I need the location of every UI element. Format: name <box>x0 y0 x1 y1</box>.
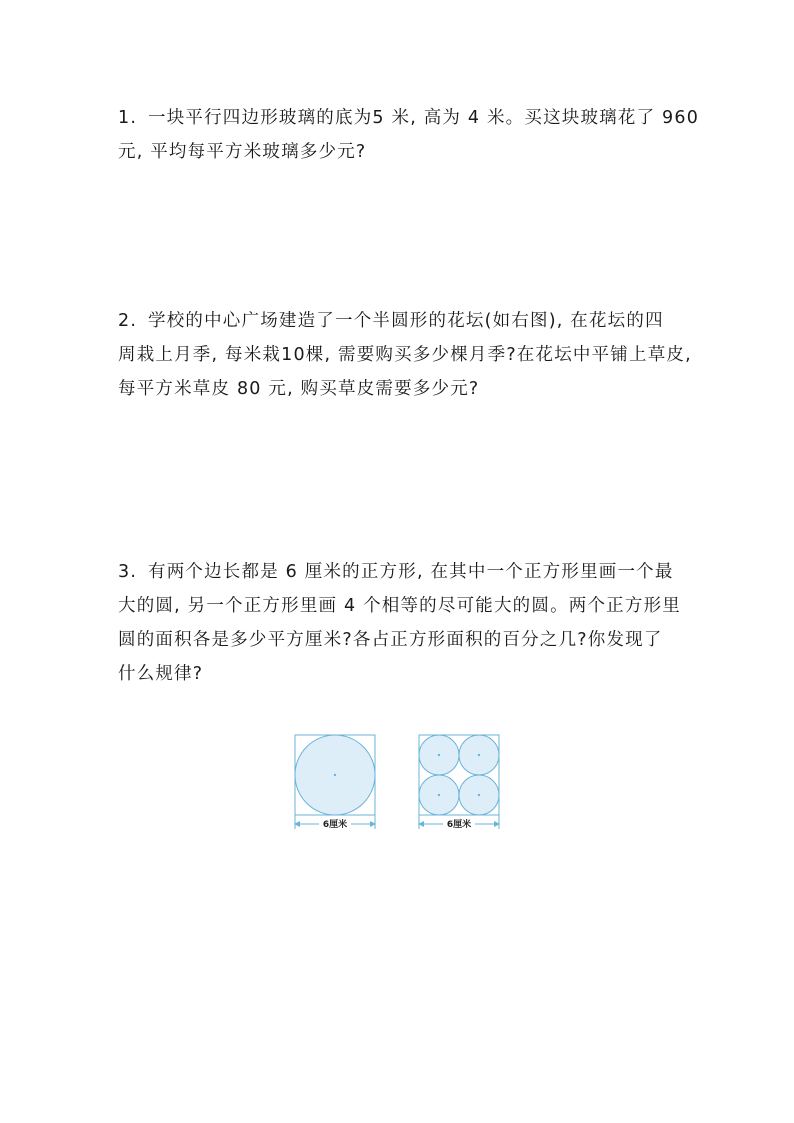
problem-1-number: 1. <box>118 108 138 128</box>
big-circle-center <box>334 774 336 776</box>
problem-3-line-3: 圆的面积各是多少平方厘米?各占正方形面积的百分之几?你发现了 <box>118 630 663 650</box>
square-four-circles <box>419 735 499 830</box>
squares-circles-figure <box>293 733 503 833</box>
problem-2-line-2: 周栽上月季, 每米栽10棵, 需要购买多少棵月季?在花坛中平铺上草皮, <box>118 345 692 365</box>
problem-3 <box>118 555 688 691</box>
problem-1 <box>118 101 700 169</box>
small-circle-3-center <box>438 794 440 796</box>
problem-2 <box>118 304 692 406</box>
problem-1-line-2: 元, 平均每平方米玻璃多少元? <box>118 142 367 162</box>
problem-3-line-1: 3. 有两个边长都是 6 厘米的正方形, 在其中一个正方形里画一个最 <box>118 555 688 589</box>
problem-3-line-4: 什么规律? <box>118 664 204 684</box>
figure-svg <box>293 733 503 833</box>
left-dimension-label: 6厘米 <box>322 820 348 830</box>
small-circle-1-center <box>438 754 440 756</box>
small-circle-2-center <box>478 754 480 756</box>
problem-3-number: 3. <box>118 562 138 582</box>
problem-3-line-2: 大的圆, 另一个正方形里画 4 个相等的尽可能大的圆。两个正方形里 <box>118 596 681 616</box>
problem-2-number: 2. <box>118 311 138 331</box>
small-circle-4-center <box>478 794 480 796</box>
problem-1-line-1: 1. 一块平行四边形玻璃的底为5 米, 高为 4 米。买这块玻璃花了 960 <box>118 101 688 135</box>
square-one-circle <box>295 735 375 830</box>
right-dimension-label: 6厘米 <box>446 820 472 830</box>
problem-2-line-1: 2. 学校的中心广场建造了一个半圆形的花坛(如右图), 在花坛的四 <box>118 304 688 338</box>
problem-2-line-3: 每平方米草皮 80 元, 购买草皮需要多少元? <box>118 379 480 399</box>
